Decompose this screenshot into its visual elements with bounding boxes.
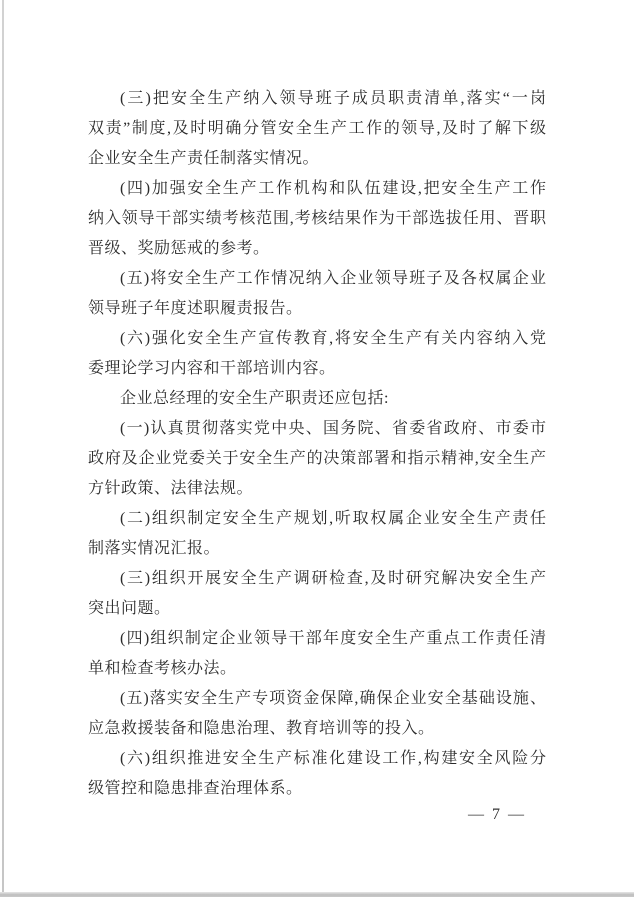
text-column [88,84,546,804]
text-line: 政府及企业党委关于安全生产的决策部署和指示精神,安全生产 [88,450,546,467]
text-line: 企业总经理的安全生产职责还应包括: [120,390,389,407]
text-line: 突出问题。 [88,600,171,617]
paragraph [88,324,546,384]
paragraph [88,264,546,324]
text-line: (六)组织推进安全生产标准化建设工作,构建安全风险分 [120,750,546,767]
text-line: (五)落实安全生产专项资金保障,确保企业安全基础设施、 [120,690,546,707]
text-line: 应急救援装备和隐患治理、教育培训等的投入。 [88,720,435,737]
paragraph [88,744,546,804]
page-bottom-edge-shadow [0,892,634,897]
text-line: 单和检查考核办法。 [88,660,237,677]
text-line: (三)组织开展安全生产调研检查,及时研究解决安全生产 [120,570,546,587]
text-line: (五)将安全生产工作情况纳入企业领导班子及各权属企业 [120,270,546,287]
text-line: 制落实情况汇报。 [88,540,221,557]
paragraph [88,414,546,504]
text-line: (六)强化安全生产宣传教育,将安全生产有关内容纳入党 [120,330,546,347]
paragraph [88,174,546,264]
text-line: 方针政策、法律法规。 [88,480,254,497]
paragraph [88,564,546,624]
page-number: — 7 — [468,806,526,823]
text-line: 双责”制度,及时明确分管安全生产工作的领导,及时了解下级 [88,120,546,137]
text-line: 级管控和隐患排查治理体系。 [88,780,303,797]
text-line: (四)组织制定企业领导干部年度安全生产重点工作责任清 [120,630,546,647]
paragraph [88,684,546,744]
text-line: (二)组织制定安全生产规划,听取权属企业安全生产责任 [120,510,546,527]
text-line: 企业安全生产责任制落实情况。 [88,150,320,167]
paragraph [88,624,546,684]
text-line: 晋级、奖励惩戒的参考。 [88,240,270,257]
text-line: (四)加强安全生产工作机构和队伍建设,把安全生产工作 [120,180,546,197]
text-line: 纳入领导干部实绩考核范围,考核结果作为干部选拔任用、晋职 [88,210,546,227]
paragraph [88,84,546,174]
text-line: 领导班子年度述职履责报告。 [88,300,303,317]
page-left-edge-shadow [2,0,4,893]
text-line: (一)认真贯彻落实党中央、国务院、省委省政府、市委市 [120,420,546,437]
paragraph-intro [88,384,546,414]
text-line: 委理论学习内容和干部培训内容。 [88,360,336,377]
paragraph [88,504,546,564]
text-line: (三)把安全生产纳入领导班子成员职责清单,落实“一岗 [120,90,546,107]
